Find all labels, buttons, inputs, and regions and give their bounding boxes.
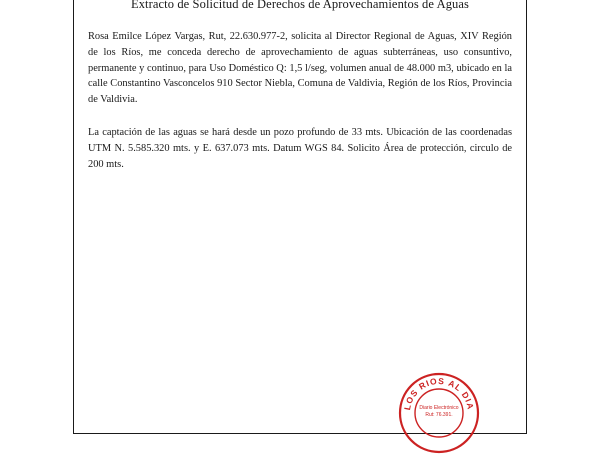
paragraph-request: Rosa Emilce López Vargas, Rut, 22.630.977-2, solicita al Director Regional de Aguas, XIV Región de los Ríos, me conceda derecho de aprovechamiento de aguas subterráneas, uso consuntivo, permanente y continuo, para Uso Doméstico Q: 1,5 l/seg, volumen anual de 48.000 m3, ubicado en la calle Constantino Vasconcelos 910 Sector Niebla, Comuna de Valdivia, Región de los Ríos, Provincia de Valdivia. xyxy=(88,31,512,106)
paragraph-capture-details: La captación de las aguas se hará desde un pozo profundo de 33 mts. Ubicación de las coordenadas UTM N. 5.585.320 mts. y E. 637.073 mts. Datum WGS 84. Solicito Área de protección, circulo de 200 mts. xyxy=(88,127,512,170)
seal-inner-line1: Diario Electrónico xyxy=(419,405,459,411)
seal-inner-line2: Rut: 76.391. xyxy=(425,412,453,418)
seal-ring-text: LOS RIOS AL DIA xyxy=(402,375,476,411)
document-title: Extracto de Solicitud de Derechos de Aprovechamientos de Aguas xyxy=(130,0,470,11)
newspaper-seal-stamp xyxy=(398,372,480,454)
